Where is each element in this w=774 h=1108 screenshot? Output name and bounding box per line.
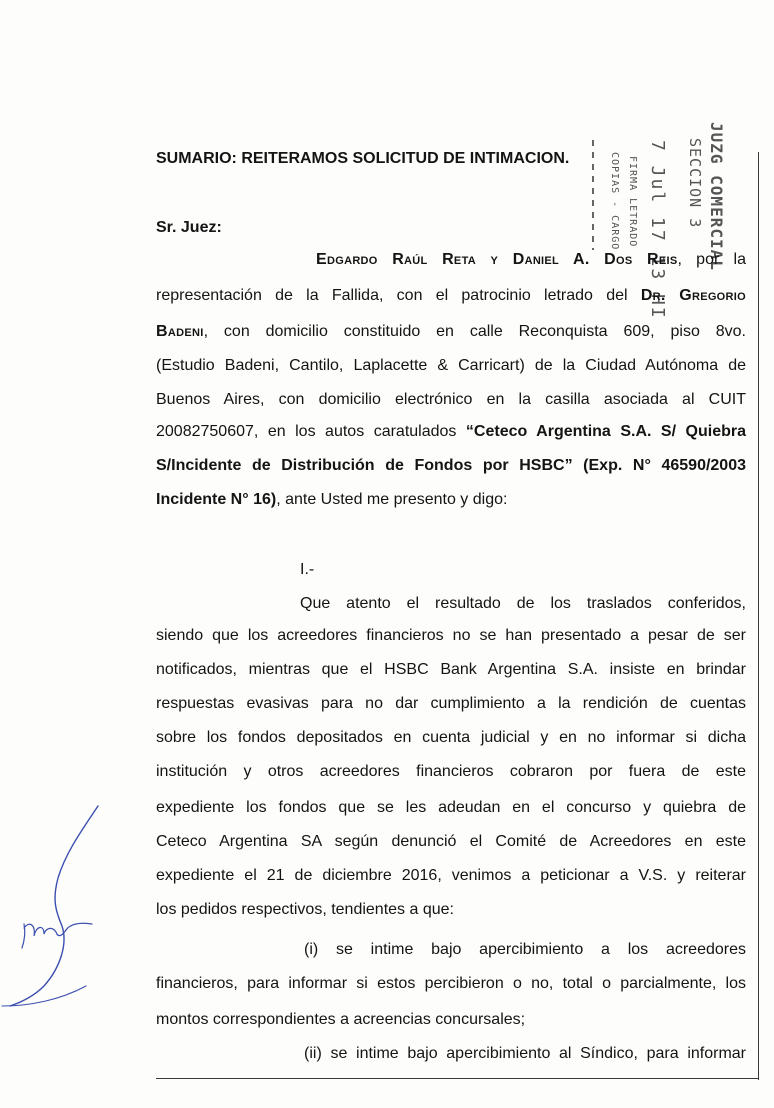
stamp-line-copies: COPIAS - CARGO xyxy=(609,152,620,251)
summary-heading: SUMARIO: REITERAMOS SOLICITUD DE INTIMACION. xyxy=(156,150,570,167)
bottom-margin-rule xyxy=(156,1078,759,1079)
right-margin-rule xyxy=(758,152,759,1080)
stamp-line-court: JUZG COMERCIAL xyxy=(707,122,726,271)
paragraph-line-4: respuestas evasivas para no dar cumplimiento a la rendición de cuentas xyxy=(156,695,746,712)
item-i-line-3: montos correspondientes a acreencias concursales; xyxy=(156,1011,526,1028)
intro-line-3 xyxy=(156,320,746,344)
salutation: Sr. Juez: xyxy=(156,219,222,236)
intro-line-5: Buenos Aires, con domicilio electrónico en la casilla asociada al CUIT xyxy=(156,391,746,408)
intro-line-8 xyxy=(156,488,746,512)
case-title-part2: S/Incidente de Distribución de Fondos por HSBC” (Exp. N° 46590/2003 xyxy=(156,457,746,474)
item-i-line-1: (i) se intime bajo apercibimiento a los acreedores xyxy=(304,941,746,958)
intro-line-2 xyxy=(156,284,746,308)
intro-line-6 xyxy=(156,420,746,444)
intro-line-6-text: 20082750607, en los autos caratulados xyxy=(156,423,466,440)
paragraph-line-8: Ceteco Argentina SA según denunció el Comité de Acreedores en este xyxy=(156,833,746,850)
paragraph-line-3: notificados, mientras que el HSBC Bank Argentina S.A. insiste en brindar xyxy=(156,661,746,678)
paragraph-line-7: expediente los fondos que se les adeudan en el concurso y quiebra de xyxy=(156,799,746,816)
lawyer-name-part2: Badeni xyxy=(156,323,204,340)
intro-after-names: , por la xyxy=(677,251,746,268)
section-heading: I.- xyxy=(300,561,315,578)
paragraph-line-10: los pedidos respectivos, tendientes a que: xyxy=(156,901,454,918)
paragraph-line-2: siendo que los acreedores financieros no se han presentado a pesar de ser xyxy=(156,627,746,644)
paragraph-line-1: Que atento el resultado de los traslados conferidos, xyxy=(300,595,746,612)
intro-line-2-text: representación de la Fallida, con el patrocinio letrado del xyxy=(156,287,641,304)
intro-line-1 xyxy=(316,248,746,272)
case-title-part1: “Ceteco Argentina S.A. S/ Quiebra xyxy=(465,423,746,440)
item-i-line-2: financieros, para informar si estos percibieron o no, total o parcialmente, los xyxy=(156,975,746,992)
intro-line-3-text: , con domicilio constituido en calle Reconquista 609, piso 8vo. xyxy=(203,323,746,340)
case-title-part3: Incidente N° 16) xyxy=(156,491,277,508)
paragraph-line-9: expediente el 21 de diciembre 2016, venimos a peticionar a V.S. y reiterar xyxy=(156,867,746,884)
paragraph-line-5: sobre los fondos depositados en cuenta judicial y en no informar si dicha xyxy=(156,729,746,746)
intro-closing: , ante Usted me presento y digo: xyxy=(276,491,508,508)
paragraph-line-6: institución y otros acreedores financieros cobraron por fuera de este xyxy=(156,763,746,780)
handwritten-signature xyxy=(0,800,130,1010)
stamp-line-section: SECCION 3 xyxy=(686,138,704,229)
stamp-line-date: 7 Jul 17 13 HI xyxy=(647,140,668,320)
lawyer-name-part1: Dr. Gregorio xyxy=(640,287,746,304)
stamp-line-signature: FIRMA LETRADO xyxy=(627,156,638,248)
intro-line-4: (Estudio Badeni, Cantilo, Laplacette & Carricart) de la Ciudad Autónoma de xyxy=(156,357,746,374)
item-ii-line-1: (ii) se intime bajo apercibimiento al Síndico, para informar xyxy=(304,1045,746,1062)
petitioner-names: Edgardo Raúl Reta y Daniel A. Dos Reis xyxy=(316,251,678,268)
